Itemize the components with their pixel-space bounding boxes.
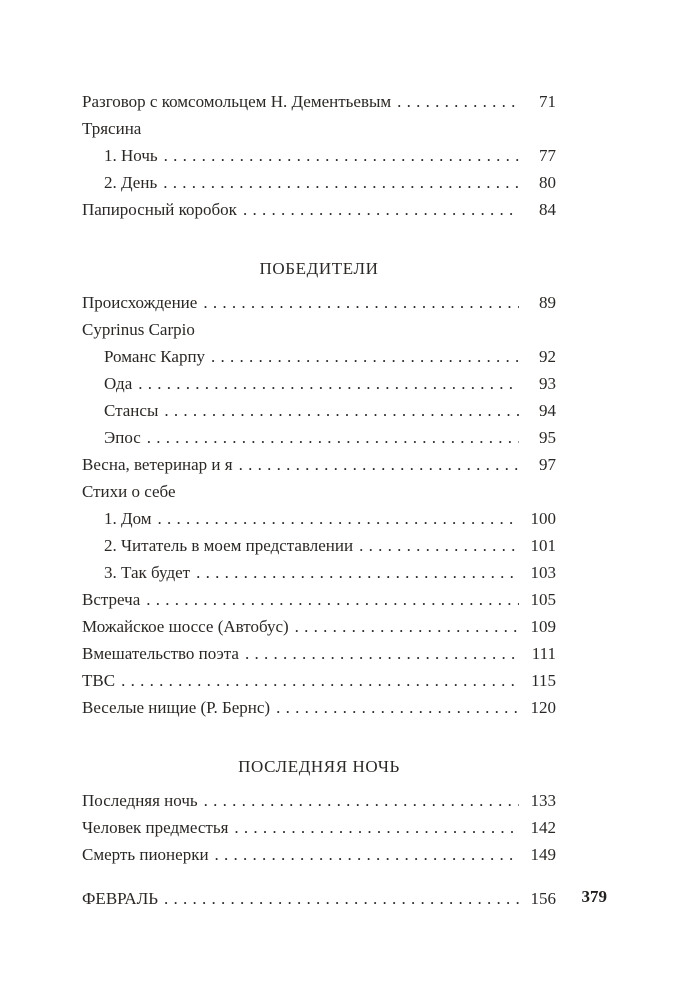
entry-page-number: 71 (539, 92, 556, 111)
toc-entry (82, 424, 556, 451)
toc-entry (82, 640, 556, 667)
entry-page-number: 156 (530, 889, 556, 908)
entry-page-number: 95 (539, 428, 556, 447)
toc-entry (82, 142, 556, 169)
entry-title: Ода (104, 374, 133, 393)
entry-page-number: 105 (530, 590, 556, 609)
entry-title: 1. Дом (104, 509, 152, 528)
dot-leader (397, 88, 519, 115)
entry-page-number: 84 (539, 200, 556, 219)
toc-entry (82, 814, 556, 841)
entry-page-number: 133 (530, 791, 556, 810)
entry-page-number: 142 (530, 818, 556, 837)
entry-title: Романс Карпу (104, 347, 206, 366)
toc-entry (82, 289, 556, 316)
toc-entry (82, 885, 556, 912)
entry-title: Встреча (82, 590, 141, 609)
entry-page-number: 92 (539, 347, 556, 366)
toc-section (82, 88, 556, 223)
toc-entry (82, 559, 556, 586)
toc-entry (82, 88, 556, 115)
toc-entry (82, 316, 556, 343)
dot-leader (234, 814, 519, 841)
entry-page-number: 100 (530, 509, 556, 528)
section-heading: ПОСЛЕДНЯЯ НОЧЬ (238, 757, 400, 776)
toc-entry (82, 370, 556, 397)
entry-title: ФЕВРАЛЬ (82, 889, 159, 908)
dot-leader (215, 841, 519, 868)
entry-title: Трясина (82, 119, 142, 138)
entry-title: Можайское шоссе (Автобус) (82, 617, 289, 636)
toc-entry (82, 478, 556, 505)
entry-title: Происхождение (82, 293, 198, 312)
toc-entry (82, 397, 556, 424)
entry-title: Эпос (104, 428, 141, 447)
entry-page-number: 94 (539, 401, 556, 420)
toc-entry (82, 586, 556, 613)
entry-title: Стихи о себе (82, 482, 176, 501)
toc-entry (82, 613, 556, 640)
dot-leader (203, 289, 519, 316)
toc-section (82, 885, 556, 912)
dot-leader (211, 343, 519, 370)
dot-leader (204, 787, 519, 814)
entry-page-number: 109 (530, 617, 556, 636)
dot-leader (138, 370, 519, 397)
dot-leader (146, 586, 519, 613)
entry-page-number: 149 (530, 845, 556, 864)
toc-section (82, 255, 556, 721)
dot-leader (359, 532, 519, 559)
dot-leader (196, 559, 519, 586)
entry-title: Весна, ветеринар и я (82, 455, 233, 474)
dot-leader (276, 694, 519, 721)
entry-title: Стансы (104, 401, 159, 420)
entry-title: 2. День (104, 173, 158, 192)
entry-page-number: 89 (539, 293, 556, 312)
toc-entry (82, 841, 556, 868)
entry-title: Последняя ночь (82, 791, 198, 810)
dot-leader (121, 667, 519, 694)
toc-entry (82, 343, 556, 370)
dot-leader (295, 613, 519, 640)
entry-title: Разговор с комсомольцем Н. Дементьевым (82, 92, 392, 111)
dot-leader (239, 451, 519, 478)
toc-entry (82, 505, 556, 532)
dot-leader (164, 397, 519, 424)
entry-title: Смерть пионерки (82, 845, 209, 864)
entry-page-number: 80 (539, 173, 556, 192)
entry-title: Веселые нищие (Р. Бернс) (82, 698, 271, 717)
entry-title: Человек предместья (82, 818, 229, 837)
entry-page-number: 111 (531, 644, 556, 663)
toc-entry (82, 667, 556, 694)
toc (82, 88, 556, 912)
entry-page-number: 93 (539, 374, 556, 393)
dot-leader (158, 505, 519, 532)
toc-entry (82, 532, 556, 559)
dot-leader (163, 169, 519, 196)
toc-entry (82, 694, 556, 721)
entry-title: 1. Ночь (104, 146, 158, 165)
entry-title: Cyprinus Carpio (82, 320, 195, 339)
entry-title: Папиросный коробок (82, 200, 237, 219)
entry-page-number: 97 (539, 455, 556, 474)
entry-page-number: 120 (530, 698, 556, 717)
toc-entry (82, 787, 556, 814)
toc-section (82, 753, 556, 868)
page-folio-number: 379 (581, 887, 607, 906)
toc-entry (82, 169, 556, 196)
entry-page-number: 115 (531, 671, 556, 690)
section-heading: ПОБЕДИТЕЛИ (259, 259, 379, 278)
dot-leader (164, 142, 519, 169)
toc-entry (82, 115, 556, 142)
entry-page-number: 101 (530, 536, 556, 555)
dot-leader (245, 640, 519, 667)
entry-page-number: 103 (530, 563, 556, 582)
dot-leader (164, 885, 519, 912)
entry-title: ТВС (82, 671, 116, 690)
toc-entry (82, 451, 556, 478)
entry-title: 2. Читатель в моем представлении (104, 536, 354, 555)
dot-leader (243, 196, 519, 223)
entry-page-number: 77 (539, 146, 556, 165)
entry-title: 3. Так будет (104, 563, 191, 582)
toc-entry (82, 196, 556, 223)
dot-leader (147, 424, 519, 451)
entry-title: Вмешательство поэта (82, 644, 239, 663)
